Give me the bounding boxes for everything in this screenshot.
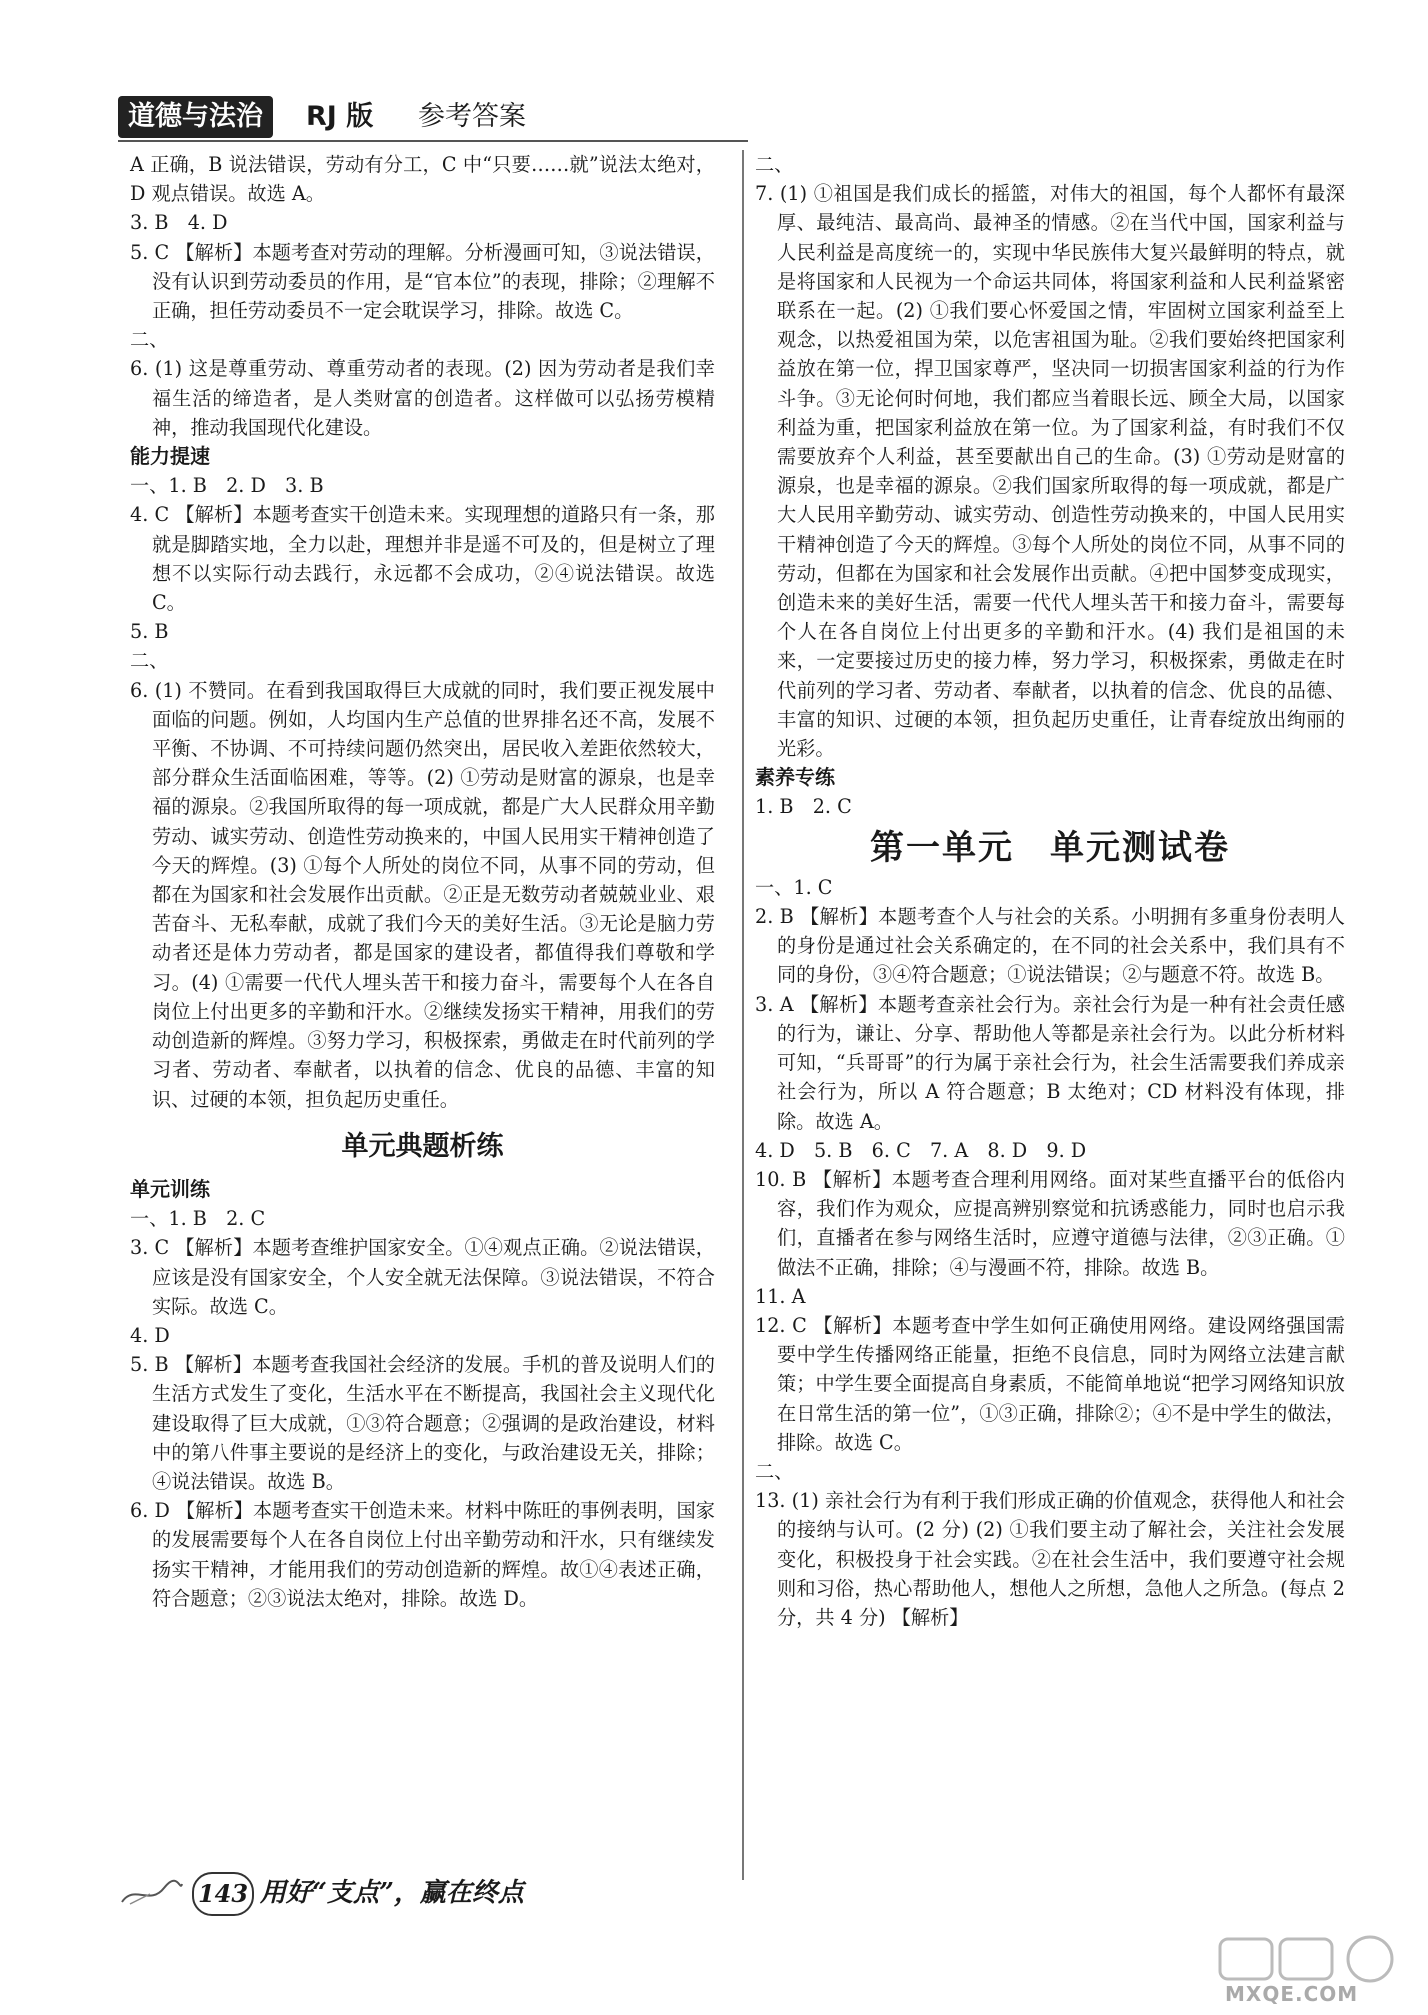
pen-decoration-icon (120, 1878, 184, 1908)
answer-text: 3. A 【解析】本题考查亲社会行为。亲社会行为是一种有社会责任感的行为，谦让、分享、帮助他人等都是亲社会行为。以此分析材料可知，“兵哥哥”的行为属于亲社会行为，社会生活需要我们养成亲社会行为，所以 A 符合题意；B 太绝对；CD 材料没有体现，排除。故选 A。 (755, 992, 1345, 1133)
column-divider (742, 150, 744, 1880)
section-marker: 二、 (755, 1459, 794, 1483)
answer-text: 3. C 【解析】本题考查维护国家安全。①④观点正确。②说法错误，应该是没有国家安全，个人安全就无法保障。③说法错误，不符合实际。故选 C。 (130, 1236, 715, 1318)
section-marker: 二、 (755, 153, 794, 176)
section-title: 单元典题析练 (341, 1130, 504, 1162)
subsection-title: 单元训练 (130, 1176, 210, 1201)
unit-test-title: 第一单元 单元测试卷 (870, 827, 1230, 868)
answer-text: 4. D (130, 1323, 170, 1347)
answer-text: 2. B 【解析】本题考查个人与社会的关系。小明拥有多重身份表明人的身份是通过社会关系确定的，在不同的社会关系中，我们具有不同的身份，③④符合题意；①说法错误；②与题意不符。故选 B。 (755, 905, 1345, 987)
answer-text: 6. (1) 不赞同。在看到我国取得巨大成就的同时，我们要正视发展中面临的问题。例如，人均国内生产总值的世界排名还不高，发展不平衡、不协调、不可持续问题仍然突出，居民收入差距依然较大，部分群众生活面临困难，等等。(2) ①劳动是财富的源泉，也是幸福的源泉。②我国所取得的每一项成就，都是广大人民群众用辛勤劳动、诚实劳动、创造性劳动换来的，中国人民用实干精神创造了今天的辉煌。(3) ①每个人所处的岗位不同，从事不同的劳动，但都在为国家和社会发展作出贡献。②正是无数劳动者兢兢业业、艰苦奋斗、无私奉献，成就了我们今天的美好生活。③无论是脑力劳动者还是体力劳动者，都是国家的建设者，都值得我们尊敬和学习。(4) ①需要一代代人埋头苦干和接力奋斗，需要每个人在各自岗位上付出更多的辛勤和汗水。②继续发扬实干精神，用我们的劳动创造新的辉煌。③努力学习，积极探索，勇做走在时代前列的学习者、劳动者、奉献者，以执着的信念、优良的品德、丰富的知识、过硬的本领，担负起历史重任。 (130, 678, 715, 1111)
page-footer (120, 1870, 640, 1916)
page-number: 143 (192, 1872, 254, 1916)
footer-slogan: 用好“支点”，赢在终点 (260, 1878, 524, 1908)
answer-text: 5. B 【解析】本题考查我国社会经济的发展。手机的普及说明人们的生活方式发生了变化，生活水平在不断提高，我国社会主义现代化建设取得了巨大成就，①③符合题意；②强调的是政治建设，材料中的第八件事主要说的是经济上的变化，与政治建设无关，排除；④说法错误。故选 B。 (130, 1353, 715, 1493)
answer-text: 6. (1) 这是尊重劳动、尊重劳动者的表现。(2) 因为劳动者是我们幸福生活的缔造者，是人类财富的创造者。这样做可以弘扬劳模精神，推动我国现代化建设。 (130, 357, 715, 439)
answer-text: 10. B 【解析】本题考查合理利用网络。面对某些直播平台的低俗内容，我们作为观众，应提高辨别察觉和抗诱惑能力，同时也启示我们，直播者在参与网络生活时，应遵守道德与法律，②③正确。①做法不正确，排除；④与漫画不符，排除。故选 B。 (755, 1167, 1345, 1279)
answer-text: 5. C 【解析】本题考查对劳动的理解。分析漫画可知，③说法错误，没有认识到劳动委员的作用，是“官本位”的表现，排除；②理解不正确，担任劳动委员不一定会耽误学习，排除。故选 C。 (130, 240, 715, 323)
answer-text: 一、1. C (755, 875, 833, 899)
page-header (118, 96, 628, 140)
answer-text: 7. (1) ①祖国是我们成长的摇篮，对伟大的祖国，每个人都怀有最深厚、最纯洁、最高尚、最神圣的情感。②在当代中国，国家利益与人民利益是高度统一的，实现中华民族伟大复兴最鲜明的特点，就是将国家和人民视为一个命运共同体，将国家利益和人民利益紧密联系在一起。(2) ①我们要心怀爱国之情，牢固树立国家利益至上观念，以热爱祖国为荣，以危害祖国为耻。②我们要始终把国家利益放在第一位，捍卫国家尊严，坚决同一切损害国家利益的行为作斗争。③无论何时何地，我们都应当着眼长远、顾全大局，以国家利益为重，把国家利益放在第一位。为了国家利益，有时我们不仅需要放弃个人利益，甚至要献出自己的生命。(3) ①劳动是财富的源泉，也是幸福的源泉。②我们国家所取得的每一项成就，都是广大人民用辛勤劳动、诚实劳动、创造性劳动换来的，中国人民用实干精神创造了今天的辉煌。③每个人所处的岗位不同，从事不同的劳动，但都在为国家和社会发展作出贡献。④把中国梦变成现实，创造未来的美好生活，需要一代代人埋头苦干和接力奋斗，需要每个人在各自岗位上付出更多的辛勤和汗水。(4) 我们是祖国的未来，一定要接过历史的接力棒，努力学习，积极探索，勇做走在时代前列的学习者、劳动者、奉献者，以执着的信念、优良的品德、丰富的知识、过硬的本领，担负起历史重任，让青春绽放出绚丽的光彩。 (755, 182, 1345, 761)
answer-text: 6. D 【解析】本题考查实干创造未来。材料中陈旺的事例表明，国家的发展需要每个人在各自岗位上付出辛勤劳动和汗水，只有继续发扬实干精神，才能用我们的劳动创造新的辉煌。故①④表述正确，符合题意；②③说法太绝对，排除。故选 D。 (130, 1499, 715, 1610)
subsection-title: 素养专练 (755, 765, 835, 790)
answer-text: 4. C 【解析】本题考查实干创造未来。实现理想的道路只有一条，那就是脚踏实地，全力以赴，理想并非是遥不可及的，但是树立了理想不以实际行动去践行，永远都不会成功，②④说法错误。故选 C。 (130, 503, 715, 615)
edition-label: RJ 版 (306, 101, 374, 132)
answer-text: 11. A (755, 1284, 806, 1308)
answers-title: 参考答案 (418, 101, 526, 132)
answer-text: 13. (1) 亲社会行为有利于我们形成正确的价值观念，获得他人和社会的接纳与认可。(2 分) (2) ①我们要主动了解社会，关注社会发展变化，积极投身于社会实践。②在社会生活中，我们要遵守社会规则和习俗，热心帮助他人，想他人之所想，急他人之所急。(每点 2 分，共 4 分) 【解析】 (755, 1489, 1345, 1629)
section-marker: 二、 (130, 649, 169, 673)
answer-text: 3. B 4. D (130, 211, 228, 235)
header-rule (118, 140, 748, 142)
watermark-text: MXQE.COM (1225, 1982, 1359, 2006)
answer-text: 1. B 2. C (755, 795, 852, 819)
answer-text: 12. C 【解析】本题考查中学生如何正确使用网络。建设网络强国需要中学生传播网络正能量，拒绝不良信息，同时为网络立法建言献策；中学生要全面提高自身素质，不能简单地说“把学习网络知识放在日常生活的第一位”，①③正确，排除②；④不是中学生的做法，排除。故选 C。 (755, 1313, 1345, 1454)
subsection-title: 能力提速 (130, 444, 210, 469)
answer-text: 5. B (130, 620, 169, 644)
answer-text: 一、1. B 2. D 3. B (130, 474, 324, 498)
right-column (755, 150, 1345, 1632)
section-marker: 二、 (130, 328, 169, 352)
answer-text: 一、1. B 2. C (130, 1207, 266, 1231)
answer-text: 4. D 5. B 6. C 7. A 8. D 9. D (755, 1138, 1087, 1162)
subject-title: 道德与法治 (118, 96, 273, 138)
answer-text: A 正确，B 说法错误，劳动有分工，C 中“只要……就”说法太绝对，D 观点错误。故选 A。 (130, 153, 715, 206)
left-column (130, 150, 715, 1613)
